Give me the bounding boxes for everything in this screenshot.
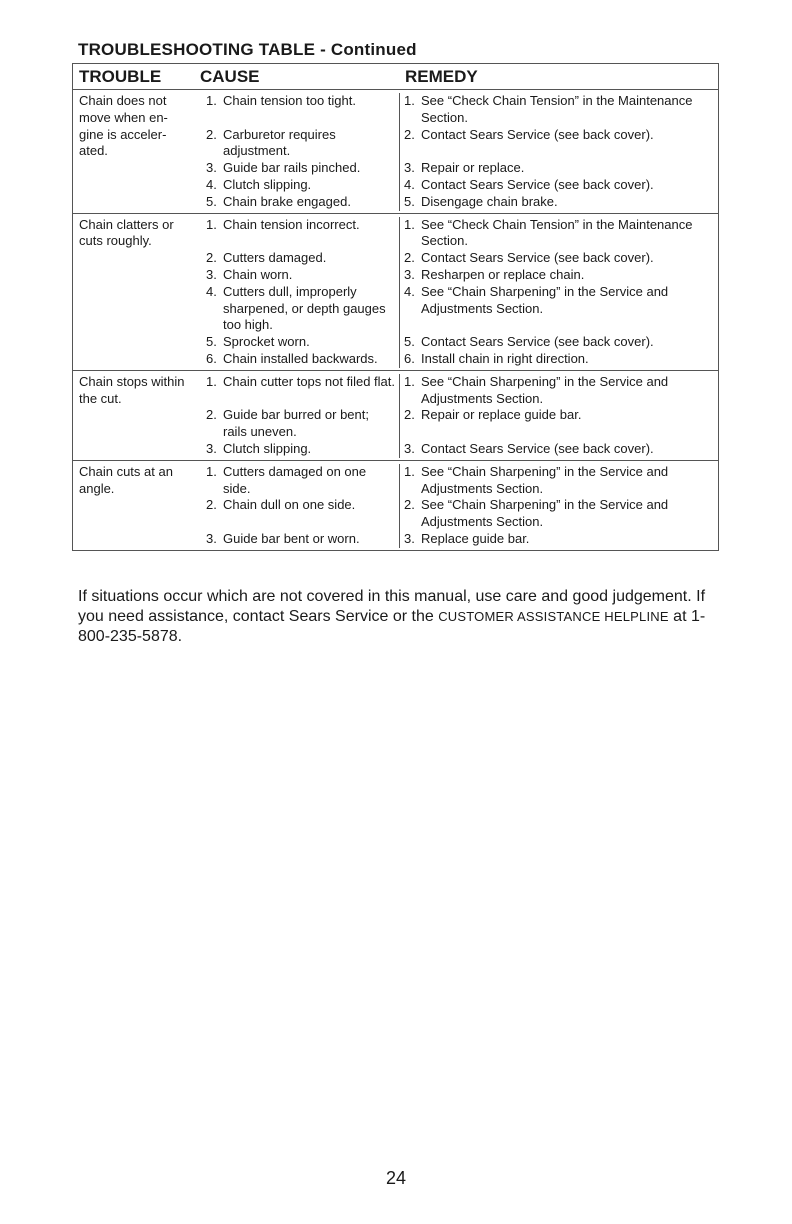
cause-cell (200, 531, 400, 548)
remedy-number: 1. (404, 93, 415, 108)
cause-number: 2. (206, 126, 217, 142)
remedy-cell (400, 351, 718, 368)
cause-remedy-list (200, 214, 718, 370)
assistance-note-text-2: at 1-800-235-5878. (78, 608, 706, 645)
header-remedy: REMEDY (405, 66, 478, 86)
cause-cell (200, 334, 400, 351)
cause-cell (200, 217, 400, 251)
trouble-cell: Chain clatters or cuts roughly. (79, 216, 174, 249)
cause-number: 3. (206, 440, 217, 456)
remedy-number: 5. (404, 334, 415, 350)
remedy-cell (400, 441, 718, 458)
cause-text: Chain dull on one side. (223, 497, 356, 513)
remedy-text: Resharpen or replace chain. (421, 266, 585, 282)
remedy-number: 6. (404, 350, 415, 366)
list-item (200, 217, 718, 251)
remedy-text: See “Chain Sharpening” in the Service and Adjustments Section. (421, 463, 669, 496)
cause-number: 6. (206, 350, 217, 366)
list-item (200, 464, 718, 498)
helpline-label: CUSTOMER ASSISTANCE HELPLINE (438, 609, 669, 624)
remedy-cell (400, 177, 718, 194)
trouble-cell: Chain stops within the cut. (79, 373, 185, 406)
remedy-text: Contact Sears Service (see back cover). (421, 250, 654, 266)
cause-text: Carburetor requires adjustment. (223, 126, 336, 159)
remedy-text: See “Chain Sharpening” in the Service and Adjustments Section. (421, 373, 669, 406)
trouble-cell: Chain does not move when en- gine is acceler- ated. (79, 93, 168, 159)
cause-cell (200, 464, 400, 498)
remedy-cell (400, 250, 718, 267)
list-item (200, 497, 718, 531)
remedy-cell (400, 531, 718, 548)
remedy-text: Contact Sears Service (see back cover). (421, 440, 654, 456)
remedy-cell (400, 407, 718, 441)
cause-text: Chain installed backwards. (223, 350, 378, 366)
header-trouble: TROUBLE (79, 66, 162, 86)
remedy-cell (400, 127, 718, 161)
troubleshooting-table (72, 63, 719, 551)
list-item (200, 351, 718, 368)
list-item (200, 93, 718, 127)
list-item (200, 267, 718, 284)
assistance-note-text-1: If situations occur which are not covered in this manual, use care and good judgement. If you need assistance, contact Sears Service or the (78, 588, 706, 625)
cause-cell (200, 267, 400, 284)
remedy-number: 5. (404, 193, 415, 209)
cause-remedy-list (200, 90, 718, 213)
remedy-text: Repair or replace guide bar. (421, 407, 582, 423)
cause-cell (200, 374, 400, 408)
remedy-text: See “Check Chain Tension” in the Maintenance Section. (421, 216, 693, 249)
remedy-number: 1. (404, 216, 415, 232)
remedy-number: 4. (404, 283, 415, 299)
cause-number: 5. (206, 334, 217, 350)
remedy-number: 1. (404, 463, 415, 479)
cause-text: Chain cutter tops not filed flat. (223, 373, 395, 389)
remedy-cell (400, 374, 718, 408)
cause-cell (200, 441, 400, 458)
remedy-cell (400, 217, 718, 251)
remedy-number: 4. (404, 176, 415, 192)
cause-text: Clutch slipping. (223, 176, 312, 192)
table-row (73, 371, 718, 461)
cause-number: 3. (206, 160, 217, 176)
remedy-cell (400, 194, 718, 211)
cause-text: Chain worn. (223, 266, 293, 282)
list-item (200, 127, 718, 161)
list-item (200, 334, 718, 351)
cause-cell (200, 250, 400, 267)
cause-number: 5. (206, 193, 217, 209)
page-number: 24 (385, 1168, 407, 1188)
remedy-text: See “Chain Sharpening” in the Service and Adjustments Section. (421, 283, 669, 316)
remedy-cell (400, 160, 718, 177)
remedy-cell (400, 464, 718, 498)
cause-cell (200, 194, 400, 211)
remedy-text: Contact Sears Service (see back cover). (421, 176, 654, 192)
cause-remedy-list (200, 371, 718, 460)
cause-number: 4. (206, 283, 217, 299)
remedy-cell (400, 497, 718, 531)
cause-text: Cutters damaged on one side. (223, 463, 367, 496)
remedy-text: See “Chain Sharpening” in the Service and Adjustments Section. (421, 497, 669, 530)
assistance-note (78, 587, 718, 647)
cause-cell (200, 93, 400, 127)
remedy-cell (400, 334, 718, 351)
remedy-cell (400, 284, 718, 334)
cause-number: 1. (206, 373, 217, 389)
cause-number: 1. (206, 463, 217, 479)
header-cause: CAUSE (200, 66, 260, 86)
cause-text: Guide bar burred or bent; rails uneven. (223, 407, 369, 440)
cause-cell (200, 160, 400, 177)
cause-cell (200, 177, 400, 194)
cause-cell (200, 284, 400, 334)
cause-cell (200, 127, 400, 161)
list-item (200, 441, 718, 458)
cause-remedy-list (200, 461, 718, 550)
remedy-text: Contact Sears Service (see back cover). (421, 334, 654, 350)
list-item (200, 194, 718, 211)
cause-cell (200, 407, 400, 441)
remedy-text: Disengage chain brake. (421, 193, 558, 209)
cause-number: 2. (206, 407, 217, 423)
list-item (200, 374, 718, 408)
cause-text: Sprocket worn. (223, 334, 310, 350)
remedy-number: 3. (404, 530, 415, 546)
remedy-text: See “Check Chain Tension” in the Maintenance Section. (421, 93, 693, 125)
remedy-cell (400, 267, 718, 284)
remedy-number: 3. (404, 440, 415, 456)
cause-text: Cutters damaged. (223, 250, 327, 266)
remedy-text: Contact Sears Service (see back cover). (421, 126, 654, 142)
cause-text: Cutters dull, improperly sharpened, or depth gauges too high. (223, 283, 386, 333)
remedy-cell (400, 93, 718, 127)
cause-number: 4. (206, 176, 217, 192)
remedy-number: 1. (404, 373, 415, 389)
cause-number: 3. (206, 530, 217, 546)
cause-number: 2. (206, 250, 217, 266)
remedy-number: 2. (404, 126, 415, 142)
cause-text: Chain brake engaged. (223, 193, 351, 209)
remedy-number: 2. (404, 497, 415, 513)
table-row (73, 90, 718, 214)
cause-text: Guide bar rails pinched. (223, 160, 361, 176)
list-item (200, 177, 718, 194)
list-item (200, 250, 718, 267)
cause-text: Clutch slipping. (223, 440, 312, 456)
remedy-number: 2. (404, 250, 415, 266)
table-body (73, 90, 718, 550)
table-row (73, 461, 718, 550)
list-item (200, 407, 718, 441)
cause-number: 3. (206, 266, 217, 282)
remedy-number: 2. (404, 407, 415, 423)
table-row (73, 214, 718, 371)
cause-number: 1. (206, 216, 217, 232)
cause-text: Guide bar bent or worn. (223, 530, 360, 546)
cause-number: 1. (206, 93, 217, 108)
list-item (200, 284, 718, 334)
remedy-text: Install chain in right direction. (421, 350, 589, 366)
cause-text: Chain tension too tight. (223, 93, 356, 108)
table-header (73, 64, 718, 90)
page-title: TROUBLESHOOTING TABLE - Continued (78, 40, 417, 59)
remedy-number: 3. (404, 160, 415, 176)
cause-text: Chain tension incorrect. (223, 216, 360, 232)
cause-number: 2. (206, 497, 217, 513)
remedy-text: Repair or replace. (421, 160, 525, 176)
remedy-text: Replace guide bar. (421, 530, 530, 546)
list-item (200, 160, 718, 177)
remedy-number: 3. (404, 266, 415, 282)
cause-cell (200, 497, 400, 531)
cause-cell (200, 351, 400, 368)
trouble-cell: Chain cuts at an angle. (79, 463, 173, 496)
list-item (200, 531, 718, 548)
